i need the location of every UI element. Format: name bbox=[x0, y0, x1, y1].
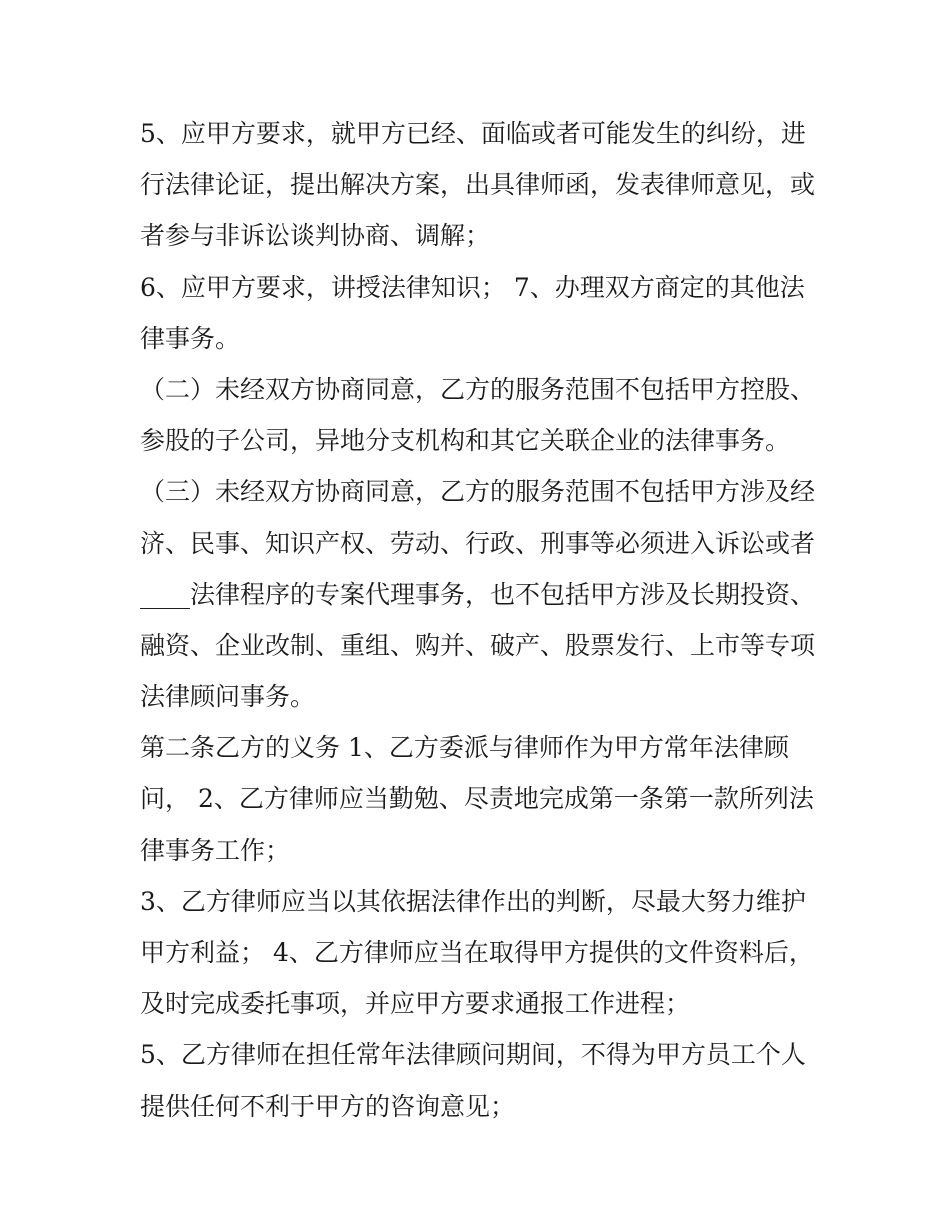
text-line-17: 甲方利益； 4、乙方律师应当在取得甲方提供的文件资料后， bbox=[140, 938, 814, 967]
document-body bbox=[140, 108, 830, 1132]
text-line-14: 问， 2、乙方律师应当勤勉、尽责地完成第一条第一款所列法 bbox=[140, 784, 814, 814]
text-line-13: 第二条乙方的义务 1、乙方委派与律师作为甲方常年法律顾 bbox=[140, 733, 789, 763]
text-line-3: 者参与非诉讼谈判协商、调解； bbox=[140, 221, 491, 251]
text-line-20: 提供任何不利于甲方的咨询意见； bbox=[140, 1091, 516, 1121]
text-line-8: （三）未经双方协商同意，乙方的服务范围不包括甲方涉及经 bbox=[140, 477, 816, 507]
text-line-1: 5、应甲方要求，就甲方已经、面临或者可能发生的纠纷，进 bbox=[140, 119, 806, 148]
text-line-18: 及时完成委托事项，并应甲方要求通报工作进程； bbox=[140, 989, 691, 1019]
text-line-7: 参股的子公司，异地分支机构和其它关联企业的法律事务。 bbox=[140, 426, 791, 456]
text-line-5: 律事务。 bbox=[140, 323, 241, 353]
text-line-6: （二）未经双方协商同意，乙方的服务范围不包括甲方控股、 bbox=[140, 374, 816, 404]
text-line-12: 法律顾问事务。 bbox=[140, 682, 316, 712]
text-line-16: 3、乙方律师应当以其依据法律作出的判断，尽最大努力维护 bbox=[140, 886, 806, 916]
text-line-2: 行法律论证，提出解决方案，出具律师函，发表律师意见，或 bbox=[140, 170, 816, 200]
text-line-11: 融资、企业改制、重组、购并、破产、股票发行、上市等专项 bbox=[140, 630, 816, 660]
text-line-19: 5、乙方律师在担任常年法律顾问期间，不得为甲方员工个人 bbox=[140, 1040, 806, 1070]
text-line-10: ____法律程序的专案代理事务，也不包括甲方涉及长期投资、 bbox=[140, 579, 816, 609]
text-line-4: 6、应甲方要求，讲授法律知识； 7、办理双方商定的其他法 bbox=[140, 272, 805, 302]
text-line-9: 济、民事、知识产权、劳动、行政、刑事等必须进入诉讼或者 bbox=[140, 528, 816, 558]
text-line-15: 律事务工作； bbox=[140, 835, 291, 865]
